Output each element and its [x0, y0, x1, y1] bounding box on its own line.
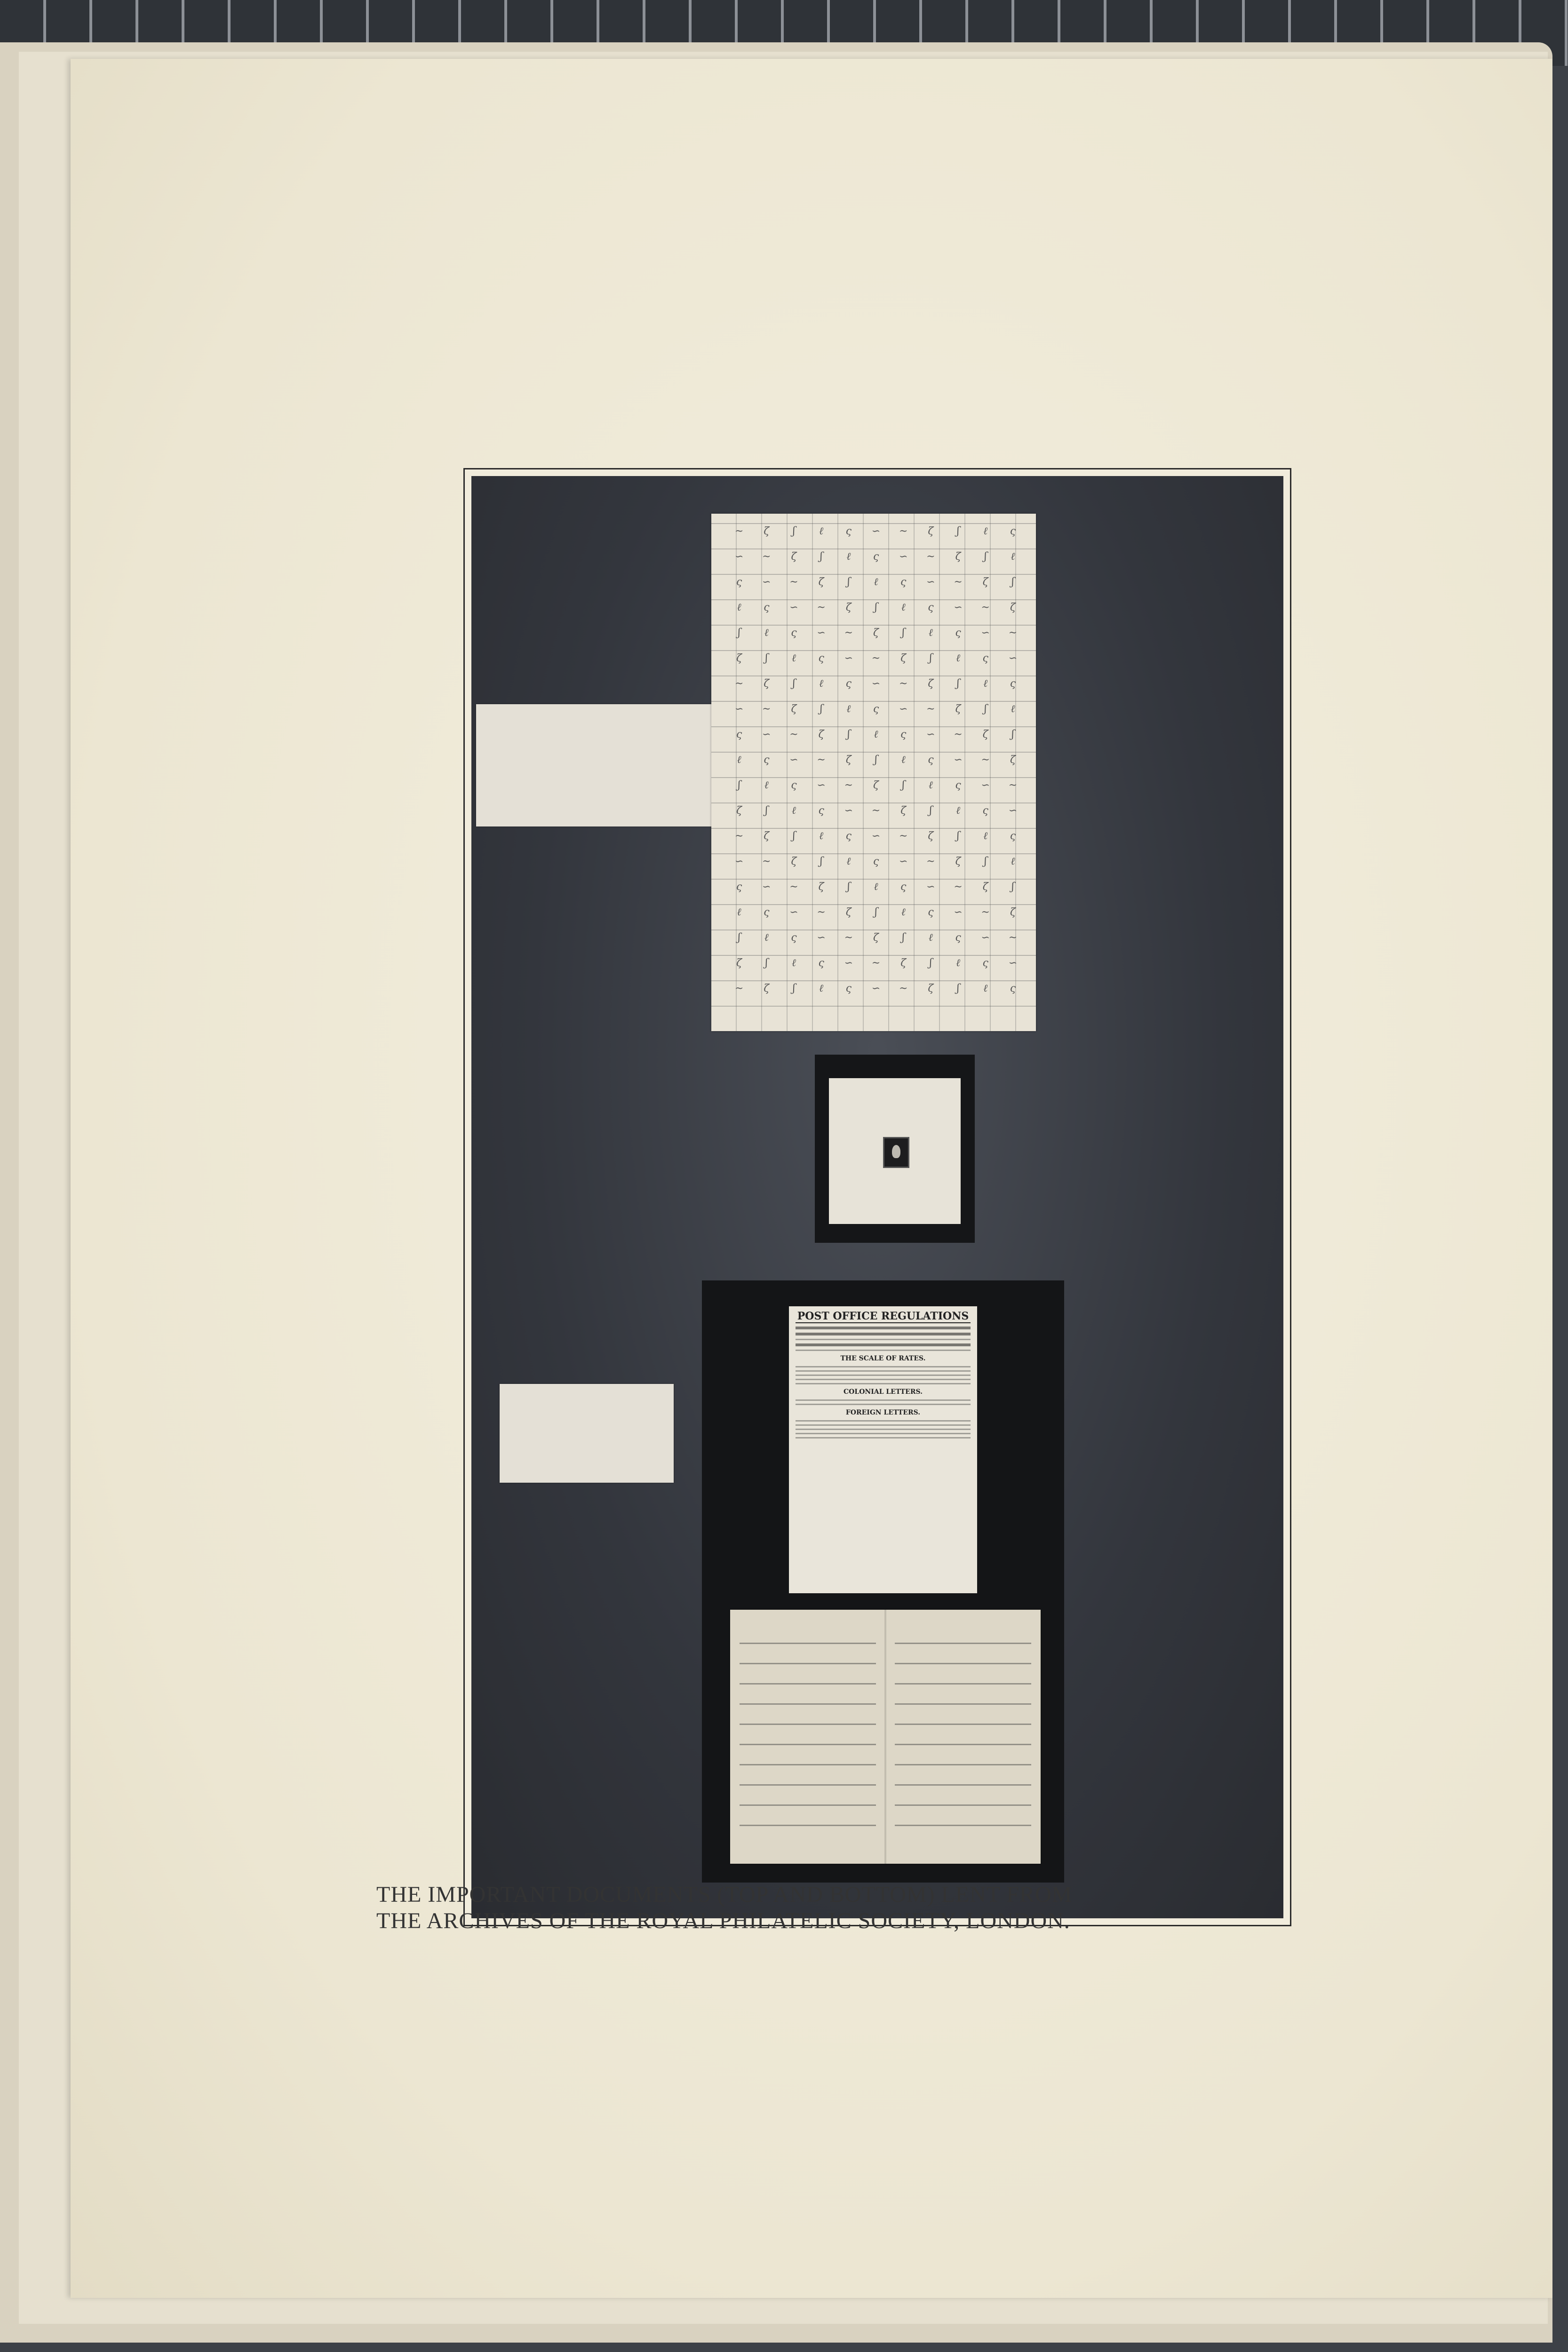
handwritten-mark: ς: [928, 906, 934, 918]
handwritten-mark: ~: [954, 576, 963, 588]
handwritten-mark: ~: [899, 830, 908, 842]
handwritten-mark: ∽: [954, 754, 963, 766]
handwritten-mark: ~: [871, 804, 881, 817]
handwritten-mark: ζ: [1010, 754, 1016, 766]
handwritten-mark: ζ: [873, 627, 879, 639]
handwritten-mark: ℓ: [874, 881, 878, 893]
handwritten-mark: ~: [789, 728, 798, 740]
handwritten-mark: ζ: [955, 550, 961, 563]
handwritten-mark: ~: [734, 830, 744, 842]
handwritten-mark: ~: [762, 550, 771, 563]
handwritten-mark: ς: [736, 576, 742, 588]
handwritten-mark: ʃ: [875, 601, 877, 613]
handwritten-mark: ς: [791, 779, 797, 791]
handwritten-mark: ∽: [899, 703, 908, 715]
poster-text-line: [796, 1379, 971, 1380]
handwritten-mark: ℓ: [1011, 856, 1015, 867]
handwritten-mark: ς: [1010, 525, 1016, 537]
poster-text-line: [796, 1404, 971, 1405]
handwritten-mark: ~: [789, 576, 798, 588]
handwritten-mark: ζ: [900, 652, 907, 664]
handwritten-mark: ζ: [818, 576, 824, 588]
handwritten-mark: ℓ: [764, 932, 769, 944]
handwritten-mark: ς: [791, 931, 797, 944]
handwritten-mark: ∽: [871, 677, 881, 690]
handwritten-mark: ℓ: [791, 805, 796, 817]
handwritten-mark: ς: [982, 804, 988, 817]
handwritten-mark: ℓ: [955, 805, 961, 817]
handwritten-mark: ʃ: [984, 855, 987, 867]
poster-text-line: [796, 1433, 971, 1434]
label-card-bottom: [500, 1384, 674, 1483]
handwritten-mark: ς: [1010, 830, 1016, 842]
handwritten-mark: ζ: [982, 728, 988, 740]
handwritten-mark: ~: [899, 525, 908, 537]
handwritten-mark: ∽: [981, 627, 990, 639]
handwritten-mark: ʃ: [847, 728, 850, 740]
handwritten-mark: ʃ: [956, 982, 960, 994]
handwritten-mark: ς: [818, 652, 824, 664]
handwritten-mark: ς: [764, 601, 770, 613]
handwritten-mark: ς: [736, 881, 742, 893]
poster-text-line: [796, 1370, 971, 1372]
handwritten-mark: ς: [818, 804, 824, 817]
handwritten-mark: ∽: [899, 855, 908, 867]
handwritten-mark: ℓ: [819, 678, 824, 690]
poster-text-line: [796, 1399, 971, 1401]
handwritten-mark: ℓ: [791, 652, 796, 664]
handwritten-mark: ζ: [764, 982, 770, 994]
handwritten-mark: ʃ: [929, 652, 932, 664]
handwritten-mark: ς: [845, 525, 852, 537]
handwritten-mark: ℓ: [983, 678, 988, 690]
handwritten-mark: ∽: [789, 754, 798, 766]
handwritten-mark: ς: [791, 627, 797, 639]
handwritten-mark: ℓ: [983, 983, 988, 994]
handwritten-mark: ʃ: [792, 830, 796, 842]
handwritten-mark: ~: [1008, 931, 1018, 944]
handwritten-mark: ʃ: [875, 906, 877, 918]
handwritten-mark: ~: [926, 855, 935, 867]
handwritten-mark: ∽: [789, 601, 798, 613]
handwritten-mark: ς: [873, 855, 879, 867]
handwritten-mark: ζ: [955, 855, 961, 867]
handwritten-mark: ζ: [845, 601, 852, 613]
handwritten-mark: ℓ: [901, 906, 906, 918]
handwritten-mark: ζ: [928, 525, 934, 537]
label-card-top: [476, 704, 714, 826]
handwritten-mark: ∽: [981, 931, 990, 944]
handwritten-mark: ∽: [954, 906, 963, 918]
handwritten-mark: ~: [926, 550, 935, 563]
handwritten-mark: ~: [844, 931, 853, 944]
handwritten-mark: ʃ: [984, 703, 987, 715]
handwritten-mark: ς: [873, 703, 879, 715]
handwritten-mark: ζ: [818, 728, 824, 740]
handwritten-mark: ~: [762, 855, 771, 867]
photographic-plate: [463, 468, 1291, 1926]
handwritten-mark: ζ: [982, 576, 988, 588]
handwritten-mark: ~: [981, 601, 990, 613]
handwritten-mark: ς: [982, 957, 988, 969]
handwritten-mark: ʃ: [792, 677, 796, 690]
handwritten-mark: ∽: [1008, 957, 1018, 969]
handwritten-letter: [730, 1610, 1041, 1864]
handwritten-mark: ℓ: [846, 703, 851, 715]
handwritten-mark: ζ: [1010, 601, 1016, 613]
handwritten-mark: ∽: [954, 601, 963, 613]
handwritten-mark: ζ: [928, 982, 934, 994]
letter-left-page: [740, 1624, 876, 1845]
handwritten-mark: ʃ: [984, 550, 987, 563]
handwritten-mark: ℓ: [983, 830, 988, 842]
handwritten-mark: ∽: [844, 957, 853, 969]
handwritten-mark: ~: [954, 881, 963, 893]
stamp-frame: [815, 1055, 975, 1243]
handwritten-mark: ζ: [900, 804, 907, 817]
handwritten-mark: ʃ: [738, 931, 741, 944]
handwritten-mark: ∽: [817, 931, 826, 944]
handwritten-mark: ʃ: [820, 550, 823, 563]
handwritten-mark: ∽: [926, 881, 935, 893]
handwritten-mark: ∽: [817, 779, 826, 791]
handwritten-mark: ~: [981, 906, 990, 918]
handwritten-mark: ς: [845, 677, 852, 690]
handwritten-mark: ζ: [1010, 906, 1016, 918]
handwritten-mark: ~: [734, 982, 744, 994]
handwritten-mark: ς: [955, 779, 961, 791]
handwritten-mark: ς: [818, 957, 824, 969]
handwritten-mark: ζ: [764, 830, 770, 842]
handwritten-mark: ʃ: [765, 804, 768, 817]
handwritten-mark: ℓ: [737, 754, 741, 766]
poster-heading-rates: THE SCALE OF RATES.: [840, 1355, 926, 1362]
handwritten-mark: ~: [762, 703, 771, 715]
handwritten-mark: ʃ: [902, 779, 905, 791]
handwritten-mark: ∽: [926, 576, 935, 588]
handwritten-mark: ζ: [764, 525, 770, 537]
poster-text-line: [796, 1339, 971, 1340]
handwritten-mark: ∽: [734, 550, 744, 563]
handwritten-mark: ʃ: [765, 652, 768, 664]
handwritten-mark: ℓ: [928, 627, 933, 639]
handwritten-mark: ʃ: [847, 881, 850, 893]
handwritten-mark: ~: [954, 728, 963, 740]
handwritten-mark: ς: [1010, 677, 1016, 690]
handwritten-mark: ζ: [791, 703, 797, 715]
handwritten-mark: ς: [955, 931, 961, 944]
handwritten-mark: ʃ: [765, 957, 768, 969]
stamp-mount: [829, 1078, 961, 1224]
handwritten-mark: ʃ: [1011, 881, 1014, 893]
poster-text-line: [796, 1429, 971, 1430]
handwritten-mark: ℓ: [928, 932, 933, 944]
rate-table-sheet: [711, 514, 1036, 1031]
handwritten-mark: ℓ: [791, 957, 796, 969]
handwritten-mark: ζ: [845, 754, 852, 766]
plate-dark-background: [471, 476, 1283, 1918]
handwritten-mark: ~: [817, 754, 826, 766]
handwritten-mark: ʃ: [1011, 728, 1014, 740]
queen-portrait-icon: [892, 1145, 900, 1158]
handwritten-mark: ~: [871, 957, 881, 969]
handwritten-mark: ∽: [762, 881, 771, 893]
handwritten-mark: ℓ: [955, 957, 961, 969]
handwritten-mark: ∽: [789, 906, 798, 918]
handwritten-mark: ∽: [871, 982, 881, 994]
handwritten-mark: ∽: [734, 855, 744, 867]
handwritten-mark: ζ: [873, 931, 879, 944]
handwritten-mark: ∽: [844, 804, 853, 817]
handwritten-mark: ʃ: [956, 525, 960, 537]
handwritten-mark: ~: [899, 982, 908, 994]
poster-text-line: [796, 1333, 971, 1335]
handwritten-mark: ʃ: [738, 779, 741, 791]
handwritten-mark: ~: [817, 906, 826, 918]
poster-text-line: [796, 1383, 971, 1384]
poster-text-line: [796, 1366, 971, 1367]
handwritten-mark: ∽: [899, 550, 908, 563]
handwritten-mark: ʃ: [929, 957, 932, 969]
handwritten-mark: ς: [900, 881, 907, 893]
penny-black-stamp: [883, 1137, 909, 1168]
handwritten-mark: ℓ: [819, 983, 824, 994]
handwritten-mark: ζ: [900, 957, 907, 969]
album-page: [71, 59, 1552, 2298]
handwritten-mark: ∽: [871, 525, 881, 537]
handwritten-mark: ∽: [817, 627, 826, 639]
handwritten-mark: ℓ: [901, 754, 906, 766]
handwritten-mark: ζ: [955, 703, 961, 715]
handwritten-mark: ς: [955, 627, 961, 639]
handwritten-mark: ℓ: [737, 602, 741, 613]
handwritten-mark: ℓ: [737, 906, 741, 918]
handwritten-mark: ~: [926, 703, 935, 715]
handwritten-mark: ℓ: [955, 652, 961, 664]
handwritten-mark: ~: [871, 652, 881, 664]
handwritten-mark: ζ: [928, 677, 934, 690]
handwritten-mark: ζ: [928, 830, 934, 842]
handwritten-mark: ʃ: [847, 576, 850, 588]
poster-text-line: [796, 1437, 971, 1438]
post-office-regulations-poster: [789, 1306, 977, 1593]
handwritten-mark: ~: [844, 779, 853, 791]
handwritten-mark: ∽: [762, 728, 771, 740]
handwritten-mark: ς: [928, 601, 934, 613]
handwritten-mark: ʃ: [792, 525, 796, 537]
handwritten-mark: ∽: [981, 779, 990, 791]
handwritten-mark: ~: [1008, 627, 1018, 639]
poster-heading-colonial: COLONIAL LETTERS.: [844, 1388, 923, 1396]
handwritten-mark: ~: [844, 627, 853, 639]
handwritten-mark: ~: [789, 881, 798, 893]
handwritten-mark: ∽: [844, 652, 853, 664]
handwritten-mark: ~: [734, 677, 744, 690]
rate-table-entries: [725, 518, 1027, 1012]
caption-line-1: THE IMPORTANT DOCUMENTS (TOP AND BOTTOM) LENT FROM: [376, 1882, 1073, 1907]
handwritten-mark: ς: [1010, 982, 1016, 994]
handwritten-mark: ∽: [1008, 652, 1018, 664]
handwritten-mark: ʃ: [956, 677, 960, 690]
bottom-document-mount: [702, 1280, 1064, 1883]
poster-text-line: [796, 1327, 971, 1329]
handwritten-mark: ς: [845, 830, 852, 842]
handwritten-mark: ς: [928, 754, 934, 766]
poster-title: POST OFFICE REGULATIONS: [796, 1310, 971, 1323]
handwritten-mark: ∽: [926, 728, 935, 740]
handwritten-mark: ς: [900, 576, 907, 588]
handwritten-mark: ʃ: [820, 855, 823, 867]
handwritten-mark: ʃ: [820, 703, 823, 715]
handwritten-mark: ς: [900, 728, 907, 740]
handwritten-mark: ℓ: [819, 525, 824, 537]
handwritten-mark: ∽: [1008, 804, 1018, 817]
poster-text-line: [796, 1375, 971, 1376]
handwritten-mark: ζ: [982, 881, 988, 893]
handwritten-mark: ℓ: [764, 627, 769, 639]
handwritten-mark: ∽: [762, 576, 771, 588]
handwritten-mark: ς: [764, 754, 770, 766]
handwritten-mark: ʃ: [902, 931, 905, 944]
handwritten-mark: ʃ: [956, 830, 960, 842]
handwritten-mark: ∽: [734, 703, 744, 715]
handwritten-mark: ζ: [736, 804, 742, 817]
handwritten-mark: ℓ: [874, 576, 878, 588]
handwritten-mark: ʃ: [1011, 576, 1014, 588]
handwritten-mark: ζ: [736, 957, 742, 969]
handwritten-mark: ζ: [736, 652, 742, 664]
handwritten-mark: ~: [981, 754, 990, 766]
handwritten-mark: ∽: [871, 830, 881, 842]
poster-text-line: [796, 1350, 971, 1351]
handwritten-mark: ~: [734, 525, 744, 537]
handwritten-mark: ℓ: [819, 830, 824, 842]
poster-heading-foreign: FOREIGN LETTERS.: [845, 1409, 921, 1416]
poster-text-line: [796, 1343, 971, 1346]
plate-caption: [376, 1882, 1223, 1934]
handwritten-mark: ℓ: [901, 602, 906, 613]
handwritten-mark: ζ: [791, 550, 797, 563]
handwritten-mark: ζ: [845, 906, 852, 918]
handwritten-mark: ζ: [818, 881, 824, 893]
handwritten-mark: ℓ: [983, 525, 988, 537]
handwritten-mark: ℓ: [1011, 703, 1015, 715]
handwritten-mark: ς: [736, 728, 742, 740]
handwritten-mark: ℓ: [1011, 551, 1015, 563]
handwritten-mark: ζ: [791, 855, 797, 867]
handwritten-mark: ʃ: [902, 627, 905, 639]
handwritten-mark: ʃ: [929, 804, 932, 817]
handwritten-mark: ℓ: [846, 551, 851, 563]
handwritten-mark: ζ: [764, 677, 770, 690]
handwritten-mark: ʃ: [875, 754, 877, 766]
handwritten-mark: ς: [873, 550, 879, 563]
handwritten-mark: ζ: [873, 779, 879, 791]
caption-line-2: THE ARCHIVES OF THE ROYAL PHILATELIC SOCIETY, LONDON.: [376, 1908, 1070, 1933]
handwritten-mark: ʃ: [738, 627, 741, 639]
poster-text-line: [796, 1420, 971, 1422]
handwritten-mark: ς: [764, 906, 770, 918]
letter-right-page: [895, 1624, 1031, 1845]
handwritten-mark: ℓ: [874, 729, 878, 740]
handwritten-mark: ℓ: [846, 856, 851, 867]
handwritten-mark: ~: [817, 601, 826, 613]
handwritten-mark: ℓ: [764, 779, 769, 791]
handwritten-mark: ʃ: [792, 982, 796, 994]
handwritten-mark: ~: [1008, 779, 1018, 791]
handwritten-mark: ℓ: [928, 779, 933, 791]
poster-text-line: [796, 1424, 971, 1426]
handwritten-mark: ς: [982, 652, 988, 664]
handwritten-mark: ~: [899, 677, 908, 690]
handwritten-mark: ς: [845, 982, 852, 994]
